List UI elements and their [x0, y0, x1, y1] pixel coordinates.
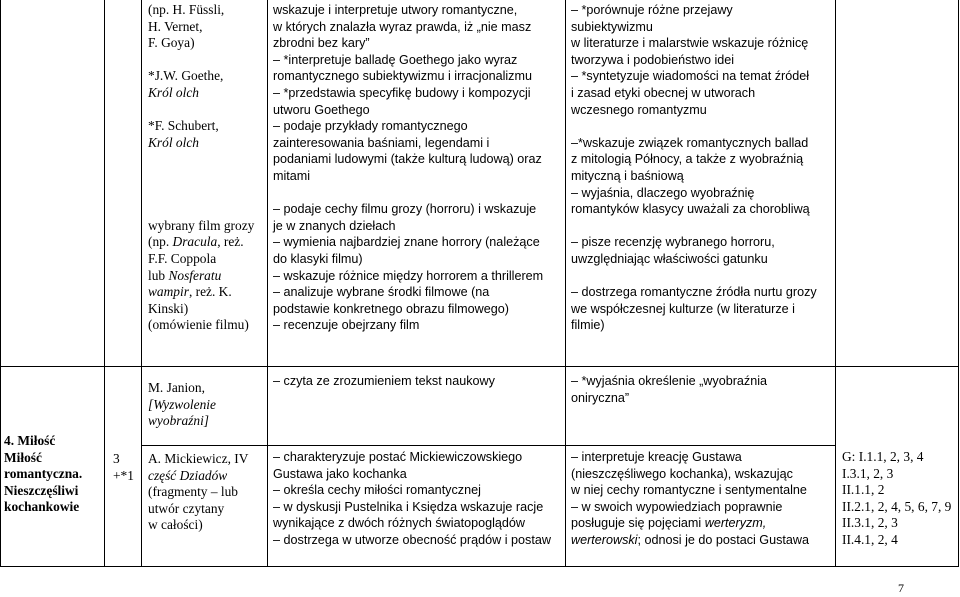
work-line: H. Vernet, — [148, 18, 203, 34]
requirements-extended-janion — [571, 373, 767, 406]
requirements-extended-mickiewicz — [571, 449, 809, 549]
work-title: Król olch — [148, 84, 199, 100]
topic-title: Miłość — [4, 449, 42, 465]
text: ; odnosi je do postaci Gustawa — [637, 532, 810, 547]
hours-value: 3 — [113, 451, 120, 466]
requirement-line: zainteresowania baśniami, legendami i — [273, 135, 490, 150]
work-line: M. Janion, — [148, 380, 205, 395]
text: podaje cechy filmu grozy (horroru) i wskazuje — [283, 202, 537, 217]
requirement-line: – wymienia najbardziej znane horrory (należące — [273, 235, 540, 250]
text: (np. — [148, 234, 173, 250]
requirement-line: – pisze recenzję wybranego horroru, — [571, 235, 775, 250]
work-title: Król olch — [148, 134, 199, 150]
requirements-basic-janion — [273, 373, 495, 390]
text: w swoich wypowiedziach poprawnie — [581, 499, 783, 514]
requirement-line: (nieszczęśliwego kochanka), wskazując — [571, 466, 793, 481]
work-title: Dracula — [172, 234, 218, 250]
spacer — [273, 185, 543, 202]
work-line: w całości) — [148, 517, 203, 533]
text: wyjaśnia, dlaczego wyobraźnię — [581, 185, 755, 200]
requirement-line: – czyta ze zrozumieniem tekst naukowy — [273, 374, 495, 388]
grid-bottom-edge — [0, 566, 959, 567]
grid-left-edge — [0, 0, 1, 566]
requirement-line: w niej cechy romantyczne i sentymentalne — [571, 483, 807, 498]
text: charakteryzuje postać Mickiewiczowskiego — [283, 450, 523, 464]
requirement-line: – podaje cechy filmu grozy (horroru) i wskazuje — [273, 202, 537, 217]
text: lub — [148, 267, 169, 283]
requirement-line: tworzywa i podobieństwo idei — [571, 52, 735, 67]
work-line: utwór czytany — [148, 500, 225, 516]
requirement-line — [571, 532, 809, 549]
text: , reż. K. — [188, 284, 232, 300]
work-line — [148, 268, 254, 285]
requirement-line: romantycznego subiektywizmu i irracjonalizmu — [273, 69, 532, 84]
text: *interpretuje balladę Goethego jako wyraz — [283, 52, 518, 67]
work-title: wampir — [148, 284, 189, 300]
requirement-line: subiektywizmu — [571, 19, 653, 34]
grid-row-divider-2 — [141, 445, 836, 446]
requirements-basic-top — [273, 2, 543, 334]
work-line: wybrany film grozy — [148, 217, 255, 233]
requirement-line: – recenzuje obejrzany film — [273, 318, 420, 333]
work-line: *F. Schubert, — [148, 118, 219, 134]
work-title: wyobraźni] — [148, 413, 210, 429]
topic-title: Nieszczęśliwi — [4, 482, 79, 498]
grid-col-divider-5 — [835, 0, 836, 566]
requirement-line: filmie) — [571, 318, 605, 333]
topic-number: 4. Miłość — [4, 433, 56, 448]
text: w dyskusji Pustelnika i Księdza wskazuje racje — [283, 499, 544, 514]
code-line: II.4.1, 2, 4 — [842, 531, 898, 547]
spacer — [148, 201, 254, 218]
code-line: I.3.1, 2, 3 — [842, 465, 894, 481]
work-title: część Dziadów — [148, 467, 228, 483]
text: wymienia najbardziej znane horrory (należące — [283, 235, 540, 250]
hours-cell — [113, 451, 134, 484]
grid-row-divider-1 — [0, 366, 959, 367]
grid-col-divider-4 — [565, 0, 566, 566]
requirement-line: – charakteryzuje postać Mickiewiczowskiego — [273, 450, 523, 464]
requirement-line: – wyjaśnia, dlaczego wyobraźnię — [571, 185, 755, 200]
spacer — [571, 268, 817, 285]
requirement-line: je w znanych dziełach — [273, 218, 396, 233]
requirement-line: wczesnego romantyzmu — [571, 102, 707, 117]
requirement-line: – *przedstawia specyfikę budowy i kompozycji — [273, 85, 531, 100]
grid-col-divider-1 — [104, 0, 105, 566]
requirement-line: uwzględniając właściwości gatunku — [571, 251, 768, 266]
works-cell-janion — [148, 380, 216, 430]
text: *przedstawia specyfikę budowy i kompozycji — [283, 85, 531, 100]
requirement-line: – analizuje wybrane środki filmowe (na — [273, 285, 490, 300]
work-title: [Wyzwolenie — [148, 396, 216, 412]
work-line: F.F. Coppola — [148, 250, 217, 266]
requirement-line: utworu Goethego — [273, 102, 370, 117]
work-line: (omówienie filmu) — [148, 317, 249, 333]
text: wskazuje różnice między horrorem a thrillerem — [283, 268, 544, 283]
works-cell-mickiewicz — [148, 451, 248, 534]
hours-extra: +*1 — [113, 467, 134, 483]
requirement-line: wskazuje i interpretuje utwory romantyczne, — [273, 3, 518, 17]
text: analizuje wybrane środki filmowe (na — [283, 285, 490, 300]
grid-right-edge — [958, 0, 959, 566]
text: recenzuje obejrzany film — [283, 318, 420, 333]
requirement-line: – interpretuje kreację Gustawa — [571, 450, 742, 464]
code-line: G: I.1.1, 2, 3, 4 — [842, 449, 924, 464]
requirement-line: z mitologią Północy, a także z wyobraźnią — [571, 152, 804, 167]
requirement-line: zbrodni bez kary” — [273, 36, 370, 51]
text: , reż. — [217, 234, 244, 250]
requirement-line: – dostrzega w utworze obecność prądów i postaw — [273, 532, 551, 547]
requirement-line: – w swoich wypowiedziach poprawnie — [571, 499, 783, 514]
spacer — [148, 168, 254, 185]
requirement-line: – podaje przykłady romantycznego — [273, 119, 468, 134]
topic-title: romantyczna. — [4, 466, 83, 482]
code-line: II.1.1, 2 — [842, 482, 885, 498]
requirement-line: Gustawa jako kochanka — [273, 466, 407, 481]
requirements-extended-top — [571, 2, 817, 334]
work-line — [148, 284, 254, 301]
text: interpretuje kreację Gustawa — [581, 450, 742, 464]
work-line: Kinski) — [148, 300, 189, 316]
requirement-line: mitami — [273, 168, 311, 183]
requirement-line: – w dyskusji Pustelnika i Księdza wskazuje racje — [273, 499, 544, 514]
text: *wskazuje związek romantycznych ballad — [578, 135, 809, 150]
requirement-line: podstawie konkretnego obrazu filmowego) — [273, 301, 509, 316]
work-line: A. Mickiewicz, IV — [148, 451, 249, 466]
requirements-basic-mickiewicz — [273, 449, 551, 549]
spacer — [148, 52, 254, 69]
code-line: II.3.1, 2, 3 — [842, 515, 898, 531]
text: posługuje się pojęciami — [571, 516, 705, 531]
requirement-line: w których znalazła wyraz prawda, iż „nie masz — [273, 19, 532, 34]
code-line: II.2.1, 2, 4, 5, 6, 7, 9 — [842, 498, 952, 514]
requirement-line — [571, 515, 809, 532]
work-title: Nosferatu — [168, 267, 222, 283]
text: dostrzega w utworze obecność prądów i postaw — [283, 532, 551, 547]
work-line: (fragmenty – lub — [148, 484, 238, 500]
spacer — [148, 151, 254, 168]
topic-title: kochankowie — [4, 499, 80, 515]
requirement-line: mityczną i baśniową — [571, 168, 684, 183]
spacer — [571, 118, 817, 135]
requirement-line: –*wskazuje związek romantycznych ballad — [571, 135, 809, 150]
requirement-line: – *interpretuje balladę Goethego jako wyraz — [273, 52, 518, 67]
requirement-line: – *syntetyzuje wiadomości na temat źródeł — [571, 69, 810, 84]
requirement-line: w literaturze i malarstwie wskazuje różnicę — [571, 36, 809, 51]
text: pisze recenzję wybranego horroru, — [581, 235, 775, 250]
grid-col-divider-3 — [267, 0, 268, 566]
work-line: F. Goya) — [148, 35, 195, 51]
topic-cell — [4, 433, 82, 516]
requirement-line: podaniami ludowymi (także kulturą ludową) oraz — [273, 152, 542, 167]
grid-col-divider-2 — [141, 0, 142, 566]
text: *syntetyzuje wiadomości na temat źródeł — [581, 69, 810, 84]
requirement-line: we współczesnej kulturze (w literaturze i — [571, 301, 795, 316]
text: *porównuje różne przejawy — [581, 3, 733, 17]
requirement-line: – dostrzega romantyczne źródła nurtu grozy — [571, 285, 817, 300]
text: określa cechy miłości romantycznej — [283, 483, 481, 498]
requirement-line: – *wyjaśnia określenie „wyobraźnia — [571, 374, 768, 388]
requirement-line: i zasad etyki obecnej w utworach — [571, 85, 756, 100]
requirement-line: wynikające z dwóch różnych światopoglądów — [273, 516, 526, 531]
requirement-line: oniryczna” — [571, 390, 630, 405]
text: *wyjaśnia określenie „wyobraźnia — [581, 374, 768, 388]
curriculum-codes — [842, 449, 951, 549]
text: dostrzega romantyczne źródła nurtu grozy — [581, 285, 817, 300]
spacer — [571, 218, 817, 235]
requirement-line: – wskazuje różnice między horrorem a thrillerem — [273, 268, 544, 283]
requirement-line: romantyków klasycy uważali za chorobliwą — [571, 202, 810, 217]
work-line: (np. H. Füssli, — [148, 2, 225, 17]
text: czyta ze zrozumieniem tekst naukowy — [283, 374, 495, 388]
requirement-line: do klasyki filmu) — [273, 251, 363, 266]
spacer — [148, 102, 254, 119]
requirement-line: – określa cechy miłości romantycznej — [273, 483, 481, 498]
spacer — [148, 185, 254, 202]
works-cell-romantic-imagination — [148, 2, 254, 334]
work-line: *J.W. Goethe, — [148, 68, 224, 84]
text: podaje przykłady romantycznego — [283, 119, 468, 134]
requirement-line: – *porównuje różne przejawy — [571, 3, 733, 17]
page-number: 7 — [898, 581, 904, 595]
term: werterowski — [571, 532, 638, 547]
work-line — [148, 234, 254, 251]
term: werteryzm, — [704, 516, 767, 531]
